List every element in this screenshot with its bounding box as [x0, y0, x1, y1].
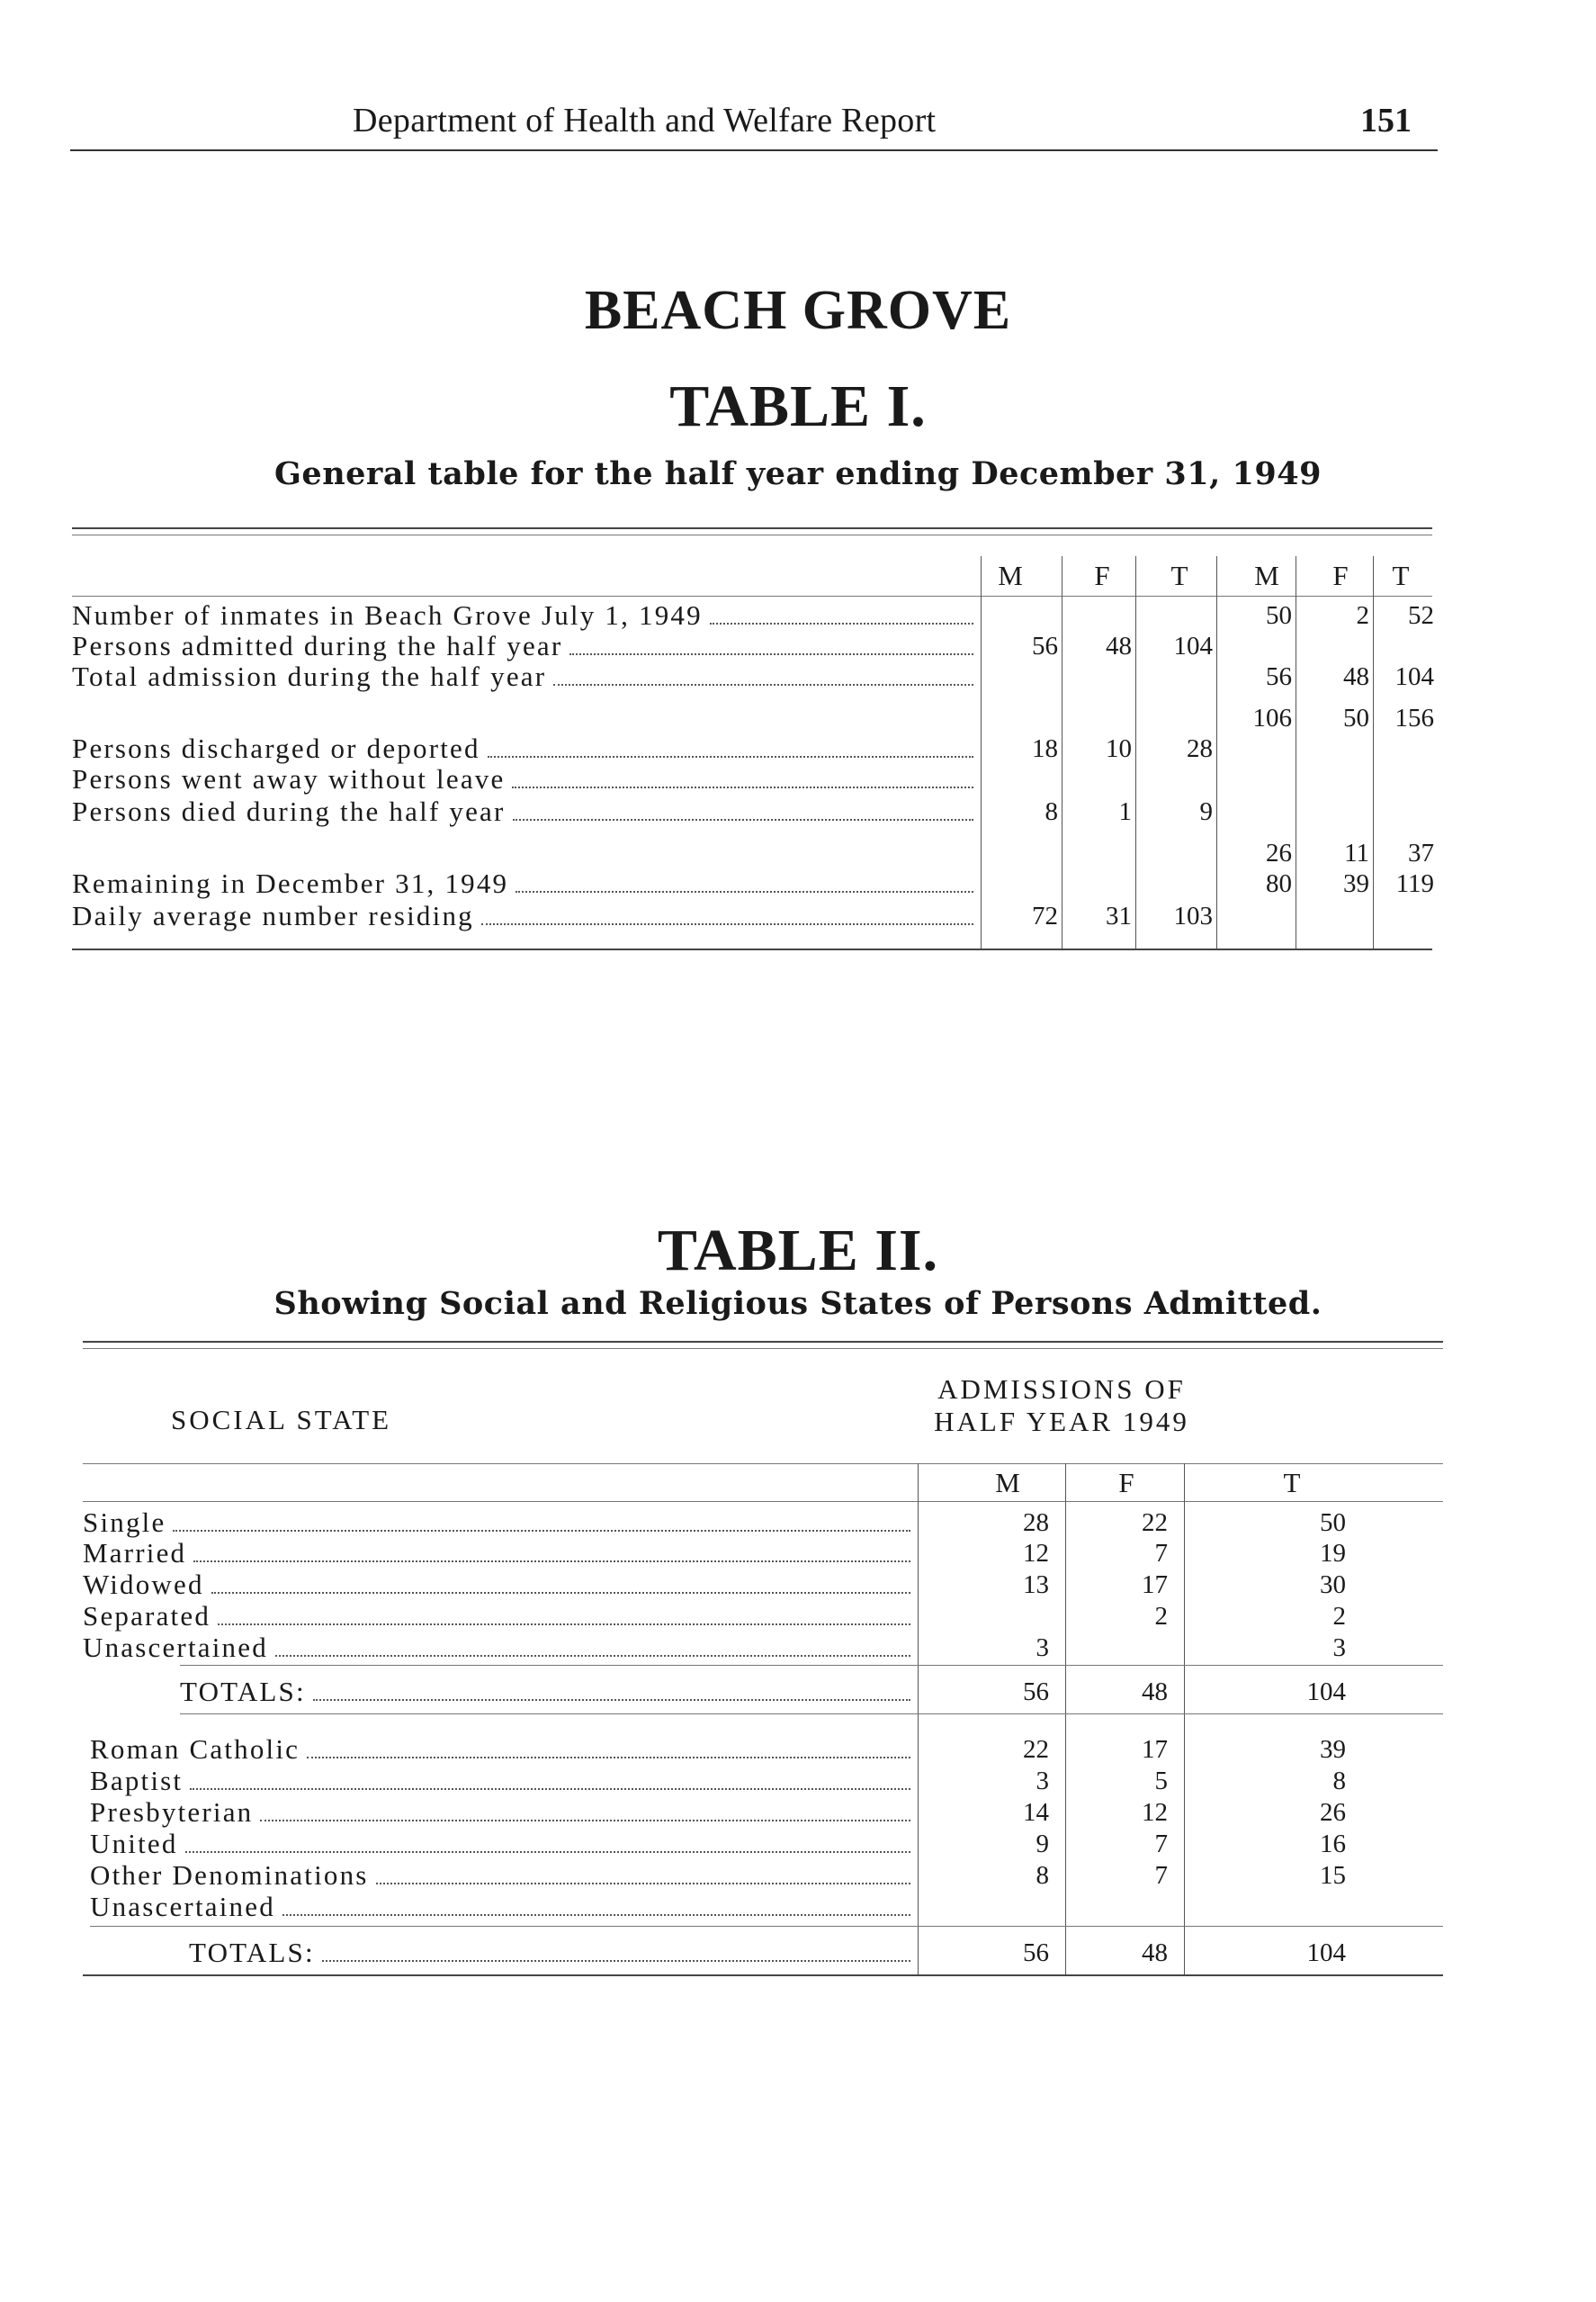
row-value: 19	[1320, 1539, 1346, 1568]
row-label: United	[90, 1828, 178, 1859]
row-value: 48	[1106, 632, 1132, 661]
dot-leader	[185, 1851, 910, 1853]
page-number: 151	[1360, 102, 1412, 139]
row-value: 56	[1023, 1938, 1049, 1967]
dot-leader	[488, 756, 973, 758]
table-row	[0, 900, 1596, 931]
row-label: Persons discharged or deported	[72, 733, 480, 764]
totals-row	[0, 1937, 1596, 1967]
table2-bottom-rule	[83, 1974, 1443, 1976]
table-row	[0, 868, 1596, 898]
table-row	[0, 763, 1596, 794]
row-value: 9	[1036, 1830, 1049, 1858]
running-header-title: Department of Health and Welfare Report	[353, 102, 937, 139]
table-row	[0, 599, 1596, 630]
religion-subtotal-rule	[90, 1926, 1443, 1927]
row-value: 13	[1023, 1570, 1049, 1599]
table2-header-rule	[83, 1463, 1443, 1464]
table-row	[0, 1600, 1596, 1631]
table-row	[0, 1765, 1596, 1795]
dot-leader	[190, 1788, 910, 1790]
table1-col-header: M	[998, 560, 1023, 591]
row-value: 72	[1032, 902, 1058, 931]
table-row	[0, 1828, 1596, 1858]
table-row	[0, 837, 1596, 868]
row-label: Baptist	[90, 1765, 184, 1796]
row-label: Number of inmates in Beach Grove July 1, 1949	[72, 599, 703, 631]
row-label: Other Denominations	[90, 1859, 369, 1891]
row-value: 52	[1408, 601, 1434, 630]
row-value: 48	[1142, 1938, 1168, 1967]
table-row	[0, 733, 1596, 763]
row-value: 50	[1320, 1508, 1346, 1537]
table-row	[0, 630, 1596, 661]
table-row	[0, 1506, 1596, 1537]
dot-leader	[275, 1655, 910, 1657]
row-label: Remaining in December 31, 1949	[72, 868, 509, 899]
dot-leader	[516, 891, 973, 893]
row-label: TOTALS:	[189, 1937, 315, 1968]
table-row	[0, 661, 1596, 691]
dot-leader	[512, 787, 973, 788]
table1-subtitle: General table for the half year ending December 31, 1949	[274, 455, 1322, 492]
row-value: 104	[1306, 1677, 1346, 1706]
row-value: 2	[1154, 1602, 1168, 1631]
row-value: 50	[1266, 601, 1292, 630]
row-label: TOTALS:	[180, 1676, 306, 1707]
table-row	[0, 1632, 1596, 1662]
admissions-header-line1: ADMISSIONS OF	[937, 1373, 1186, 1405]
row-value: 8	[1045, 797, 1058, 826]
row-label: Roman Catholic	[90, 1733, 300, 1765]
row-value: 50	[1343, 704, 1369, 733]
row-label: Unascertained	[83, 1632, 268, 1663]
row-value: 7	[1154, 1830, 1168, 1858]
dot-leader	[322, 1960, 910, 1962]
row-label: Total admission during the half year	[72, 661, 547, 692]
dot-leader	[481, 923, 973, 925]
table-row	[0, 796, 1596, 826]
row-value: 30	[1320, 1570, 1346, 1599]
row-label: Presbyterian	[90, 1796, 254, 1828]
row-value: 22	[1142, 1508, 1168, 1537]
table1-col-header: F	[1332, 560, 1349, 591]
social-state-header: SOCIAL STATE	[171, 1404, 392, 1435]
totals-row	[0, 1676, 1596, 1706]
row-value: 10	[1106, 734, 1132, 763]
table2-col-header: T	[1283, 1467, 1301, 1498]
row-value: 3	[1036, 1633, 1049, 1662]
row-value: 104	[1394, 662, 1434, 691]
row-value: 106	[1252, 704, 1292, 733]
table-row	[0, 1569, 1596, 1599]
row-value: 39	[1343, 869, 1369, 898]
table1-col-header: T	[1170, 560, 1188, 591]
row-label: Widowed	[83, 1569, 204, 1600]
row-value: 28	[1187, 734, 1213, 763]
table1-col-header: F	[1094, 560, 1110, 591]
row-value: 7	[1154, 1861, 1168, 1890]
row-value: 156	[1394, 704, 1434, 733]
row-value: 56	[1266, 662, 1292, 691]
section-title: BEACH GROVE	[584, 280, 1012, 341]
dot-leader	[307, 1757, 910, 1758]
admissions-header-line2: HALF YEAR 1949	[934, 1406, 1189, 1437]
table-row	[0, 1733, 1596, 1764]
table-row	[0, 1537, 1596, 1568]
row-label: Single	[83, 1506, 166, 1538]
row-value: 11	[1344, 839, 1369, 868]
table1-col-header: T	[1392, 560, 1410, 591]
row-value: 104	[1306, 1938, 1346, 1967]
row-value: 28	[1023, 1508, 1049, 1537]
table2-colheader-rule	[83, 1501, 1443, 1502]
row-value: 18	[1032, 734, 1058, 763]
dot-leader	[376, 1883, 910, 1884]
table1-title: TABLE I.	[669, 373, 927, 439]
table-row	[0, 1891, 1596, 1921]
row-value: 14	[1023, 1798, 1049, 1827]
row-value: 37	[1408, 839, 1434, 868]
table2-col-header: F	[1118, 1467, 1134, 1498]
dot-leader	[211, 1592, 910, 1594]
row-value: 3	[1332, 1633, 1346, 1662]
table2-top-rule	[83, 1341, 1443, 1343]
row-value: 12	[1142, 1798, 1168, 1827]
row-value: 16	[1320, 1830, 1346, 1858]
row-value: 56	[1023, 1677, 1049, 1706]
row-value: 119	[1395, 869, 1434, 898]
row-value: 8	[1036, 1861, 1049, 1890]
row-label: Married	[83, 1537, 187, 1569]
row-value: 17	[1142, 1735, 1168, 1764]
row-value: 22	[1023, 1735, 1049, 1764]
dot-leader	[553, 684, 973, 686]
dot-leader	[569, 653, 973, 655]
row-label: Unascertained	[90, 1891, 275, 1922]
row-label: Separated	[83, 1600, 211, 1632]
row-label: Persons went away without leave	[72, 763, 506, 795]
dot-leader	[218, 1623, 910, 1625]
row-value: 7	[1154, 1539, 1168, 1568]
dot-leader	[313, 1699, 910, 1701]
row-value: 8	[1332, 1767, 1346, 1795]
table-row	[0, 1796, 1596, 1827]
table1-header-rule	[72, 596, 1432, 597]
table2-title: TABLE II.	[657, 1218, 939, 1283]
row-value: 12	[1023, 1539, 1049, 1568]
dot-leader	[513, 819, 973, 821]
social-totals-rule	[180, 1713, 1443, 1714]
row-value: 80	[1266, 869, 1292, 898]
row-value: 104	[1173, 632, 1213, 661]
table1-col-header: M	[1254, 560, 1279, 591]
row-label: Persons admitted during the half year	[72, 630, 563, 661]
table2-top-rule-inner	[83, 1348, 1443, 1349]
table2-subtitle: Showing Social and Religious States of Persons Admitted.	[273, 1285, 1323, 1322]
table-row	[0, 702, 1596, 733]
row-label: Daily average number residing	[72, 900, 474, 931]
table-row	[0, 1859, 1596, 1890]
row-value: 31	[1106, 902, 1132, 931]
table1-top-rule	[72, 527, 1432, 529]
row-value: 1	[1118, 797, 1132, 826]
row-value: 3	[1036, 1767, 1049, 1795]
row-value: 48	[1142, 1677, 1168, 1706]
row-value: 15	[1320, 1861, 1346, 1890]
header-rule	[70, 149, 1438, 151]
row-value: 26	[1320, 1798, 1346, 1827]
table1-bottom-rule	[72, 949, 1432, 950]
dot-leader	[173, 1530, 910, 1532]
row-value: 26	[1266, 839, 1292, 868]
dot-leader	[260, 1820, 910, 1821]
table2-col-header: M	[995, 1467, 1020, 1498]
dot-leader	[193, 1560, 910, 1562]
row-value: 17	[1142, 1570, 1168, 1599]
dot-leader	[710, 623, 973, 625]
row-value: 2	[1356, 601, 1369, 630]
row-value: 2	[1332, 1602, 1346, 1631]
row-value: 48	[1343, 662, 1369, 691]
dot-leader	[282, 1914, 910, 1916]
row-value: 5	[1154, 1767, 1168, 1795]
social-subtotal-rule	[180, 1665, 1443, 1666]
row-value: 39	[1320, 1735, 1346, 1764]
row-value: 103	[1173, 902, 1213, 931]
row-label: Persons died during the half year	[72, 796, 506, 827]
row-value: 56	[1032, 632, 1058, 661]
row-value: 9	[1199, 797, 1213, 826]
